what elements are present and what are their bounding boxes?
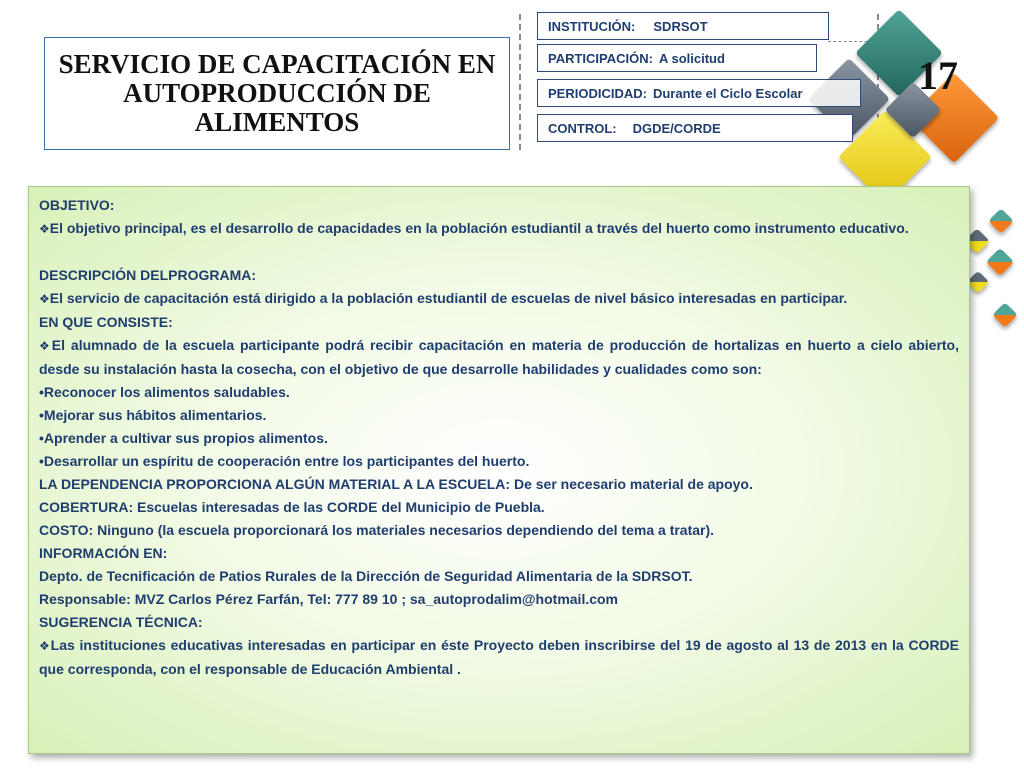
costo-text: COSTO: Ninguno (la escuela proporcionará los materiales necesarios dependiendo del tema a tratar).	[39, 522, 715, 538]
objetivo-heading: OBJETIVO:	[39, 197, 115, 213]
decor-tile-small-5	[992, 302, 1017, 327]
list-item: •Desarrollar un espíritu de cooperación entre los participantes del huerto.	[39, 453, 530, 469]
descripcion-text: ❖El servicio de capacitación está dirigido a la población estudiantil de escuelas de nivel básico interesadas en participar.	[39, 290, 848, 306]
bullet-diamond-icon: ❖	[39, 222, 50, 236]
descripcion-heading: DESCRIPCIÓN DELPROGRAMA:	[39, 267, 257, 283]
title-box	[44, 37, 510, 150]
material-text: LA DEPENDENCIA PROPORCIONA ALGÚN MATERIAL A LA ESCUELA: De ser necesario material de apoyo.	[39, 476, 753, 492]
info-institucion-label: INSTITUCIÓN:	[548, 18, 636, 34]
info-participacion-value: A solicitud	[658, 50, 725, 66]
objetivo-text: ❖El objetivo principal, es el desarrollo de capacidades en la población estudiantil a través del huerto como instrumento educativo.	[39, 220, 909, 236]
list-item: •Aprender a cultivar sus propios alimentos.	[39, 430, 328, 446]
decor-tile-small-4	[967, 271, 990, 294]
info-control-label: CONTROL:	[548, 120, 617, 136]
dashed-divider-left	[519, 14, 521, 150]
info-control	[537, 114, 853, 142]
bullet-dot-icon: •	[39, 384, 44, 400]
informacion-heading: INFORMACIÓN EN:	[39, 545, 168, 561]
list-item: •Mejorar sus hábitos alimentarios.	[39, 407, 267, 423]
cobertura-text: COBERTURA: Escuelas interesadas de las CORDE del Municipio de Puebla.	[39, 499, 545, 515]
bullet-dot-icon: •	[39, 453, 44, 469]
info-participacion-label: PARTICIPACIÓN:	[548, 50, 653, 66]
info-institucion-value: SDRSOT	[653, 18, 708, 34]
bullet-diamond-icon: ❖	[39, 292, 50, 306]
info-periodicidad-value: Durante el Ciclo Escolar	[652, 85, 803, 101]
responsable-text: Responsable: MVZ Carlos Pérez Farfán, Tel: 777 89 10 ; sa_autoprodalim@hotmail.com	[39, 591, 619, 607]
bullet-diamond-icon: ❖	[39, 639, 51, 653]
sugerencia-text: ❖Las instituciones educativas interesadas en participar en éste Proyecto deben inscribirse del 19 de agosto al 13 de 2013 en la CORDE que corresponda, con el responsable de Educación Ambiental .	[39, 637, 960, 677]
sugerencia-heading: SUGERENCIA TÉCNICA:	[39, 614, 203, 630]
page-title: SERVICIO DE CAPACITACIÓN EN AUTOPRODUCCIÓN DE ALIMENTOS	[58, 49, 496, 137]
info-participacion	[537, 44, 817, 72]
decor-tile-small-1	[988, 208, 1013, 233]
info-institucion	[537, 12, 829, 40]
page-number: 17	[918, 53, 958, 98]
info-control-value: DGDE/CORDE	[632, 120, 721, 136]
depto-text: Depto. de Tecnificación de Patios Rurales de la Dirección de Seguridad Alimentaria de la SDRSOT.	[39, 568, 693, 584]
consiste-heading: EN QUE CONSISTE:	[39, 314, 173, 330]
bullet-diamond-icon: ❖	[39, 339, 52, 353]
bullet-dot-icon: •	[39, 407, 44, 423]
info-periodicidad-label: PERIODICIDAD:	[548, 85, 647, 101]
consiste-text: ❖El alumnado de la escuela participante podrá recibir capacitación en materia de producción de hortalizas en huerto a cielo abierto, desde su instalación hasta la cosecha, con el objetivo de que desarrolle habilidades y cualidades como son:	[39, 337, 959, 377]
bullet-dot-icon: •	[39, 430, 44, 446]
decor-tile-small-3	[986, 248, 1014, 276]
content-panel	[28, 186, 970, 754]
info-periodicidad	[537, 79, 861, 107]
list-item: •Reconocer los alimentos saludables.	[39, 384, 290, 400]
